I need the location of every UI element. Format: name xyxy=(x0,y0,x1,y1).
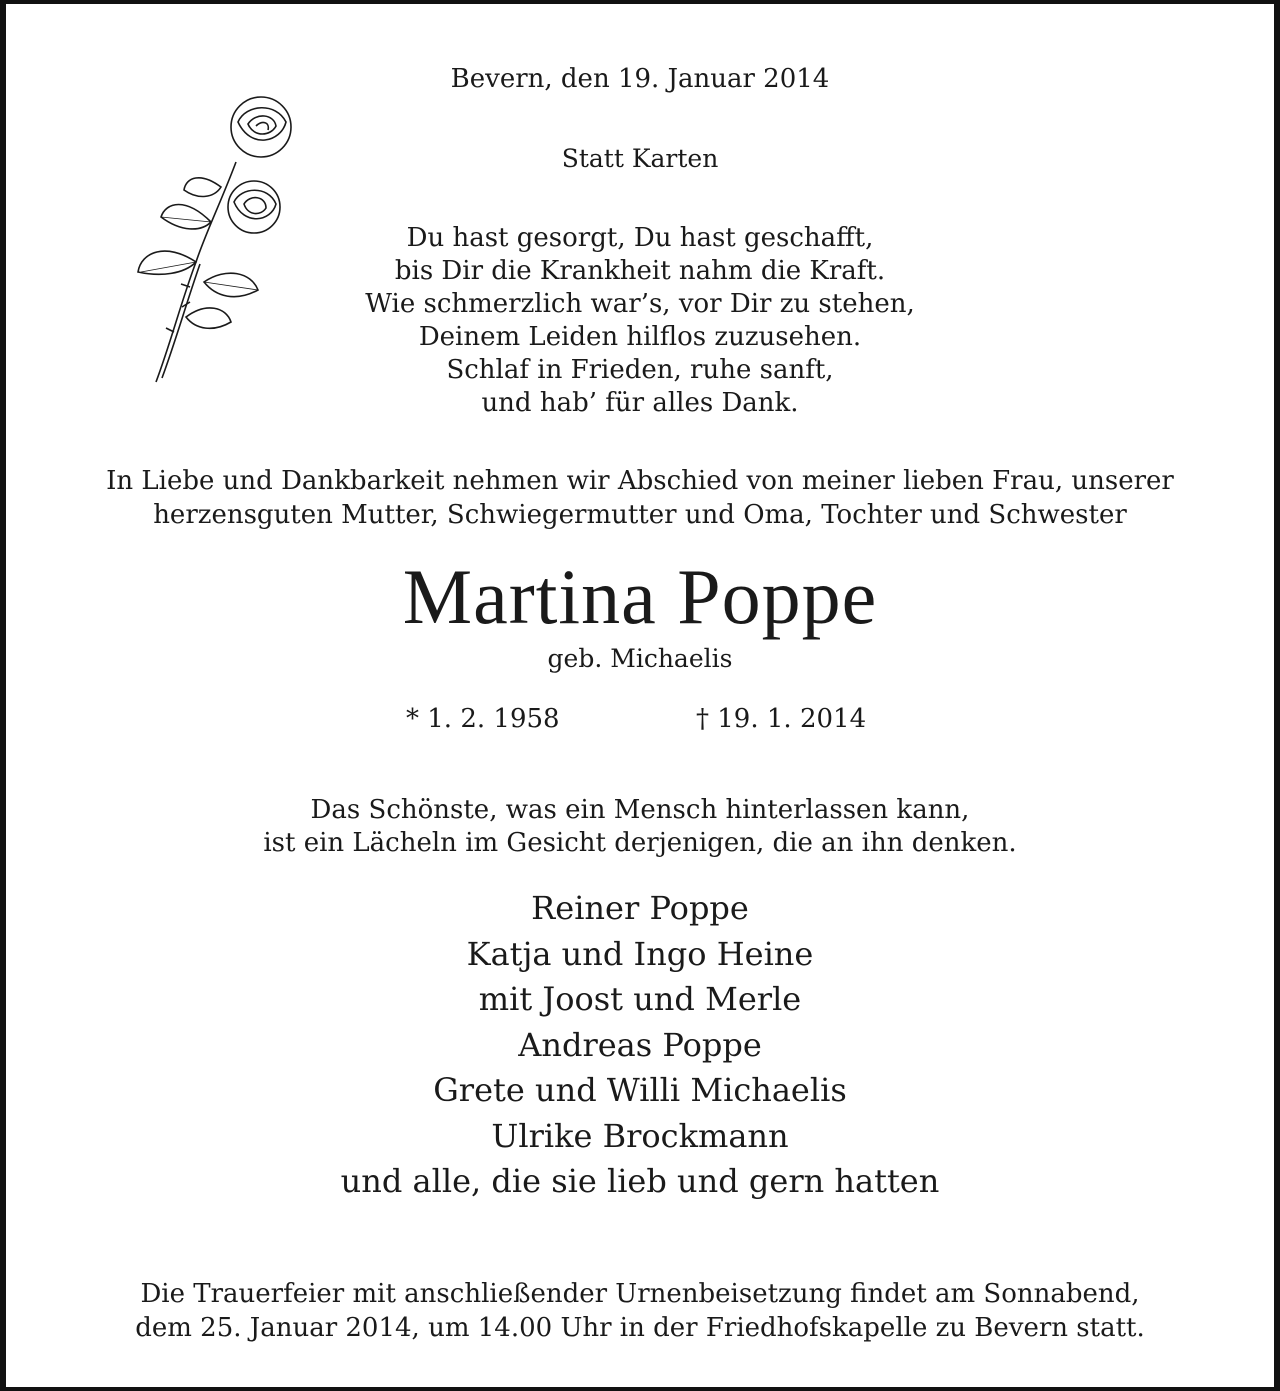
poem xyxy=(6,222,1274,420)
poem-line: und hab’ für alles Dank. xyxy=(481,388,799,418)
intro-line: In Liebe und Dankbarkeit nehmen wir Abschied von meiner lieben Frau, unserer xyxy=(106,466,1174,496)
mourner: mit Joost und Merle xyxy=(478,980,802,1018)
statt-karten: Statt Karten xyxy=(561,144,719,173)
mourner: Reiner Poppe xyxy=(531,889,749,927)
poem-line: Wie schmerzlich war’s, vor Dir zu stehen, xyxy=(365,289,915,319)
birth-date: * 1. 2. 1958 xyxy=(406,704,560,734)
poem-line: Deinem Leiden hilflos zuzusehen. xyxy=(418,322,862,352)
quote-line: Das Schönste, was ein Mensch hinterlassen kann, xyxy=(310,795,970,825)
intro-line: herzensguten Mutter, Schwiegermutter und Oma, Tochter und Schwester xyxy=(153,500,1127,530)
mourner: und alle, die sie lieb und gern hatten xyxy=(340,1162,940,1200)
mourners-list xyxy=(6,886,1274,1205)
quote-line: ist ein Lächeln im Gesicht derjenigen, die an ihn denken. xyxy=(263,828,1017,858)
quote xyxy=(6,794,1274,860)
funeral-line: dem 25. Januar 2014, um 14.00 Uhr in der Friedhofskapelle zu Bevern statt. xyxy=(135,1313,1145,1343)
farewell-intro xyxy=(6,464,1274,532)
poem-line: Du hast gesorgt, Du hast geschafft, xyxy=(406,223,874,253)
deceased-name: Martina Poppe xyxy=(402,553,878,640)
place-date: Bevern, den 19. Januar 2014 xyxy=(450,64,830,94)
poem-line: Schlaf in Frieden, ruhe sanft, xyxy=(446,355,834,385)
funeral-info xyxy=(6,1277,1274,1345)
mourner: Grete und Willi Michaelis xyxy=(433,1071,847,1109)
mourner: Andreas Poppe xyxy=(518,1025,762,1064)
death-date: † 19. 1. 2014 xyxy=(696,704,867,734)
mourner: Ulrike Brockmann xyxy=(491,1116,789,1155)
maiden-name: geb. Michaelis xyxy=(547,644,733,673)
mourner: Katja und Ingo Heine xyxy=(466,934,814,973)
life-dates xyxy=(6,704,1274,738)
funeral-line: Die Trauerfeier mit anschließender Urnenbeisetzung findet am Sonnabend, xyxy=(140,1279,1140,1309)
poem-line: bis Dir die Krankheit nahm die Kraft. xyxy=(394,256,886,286)
